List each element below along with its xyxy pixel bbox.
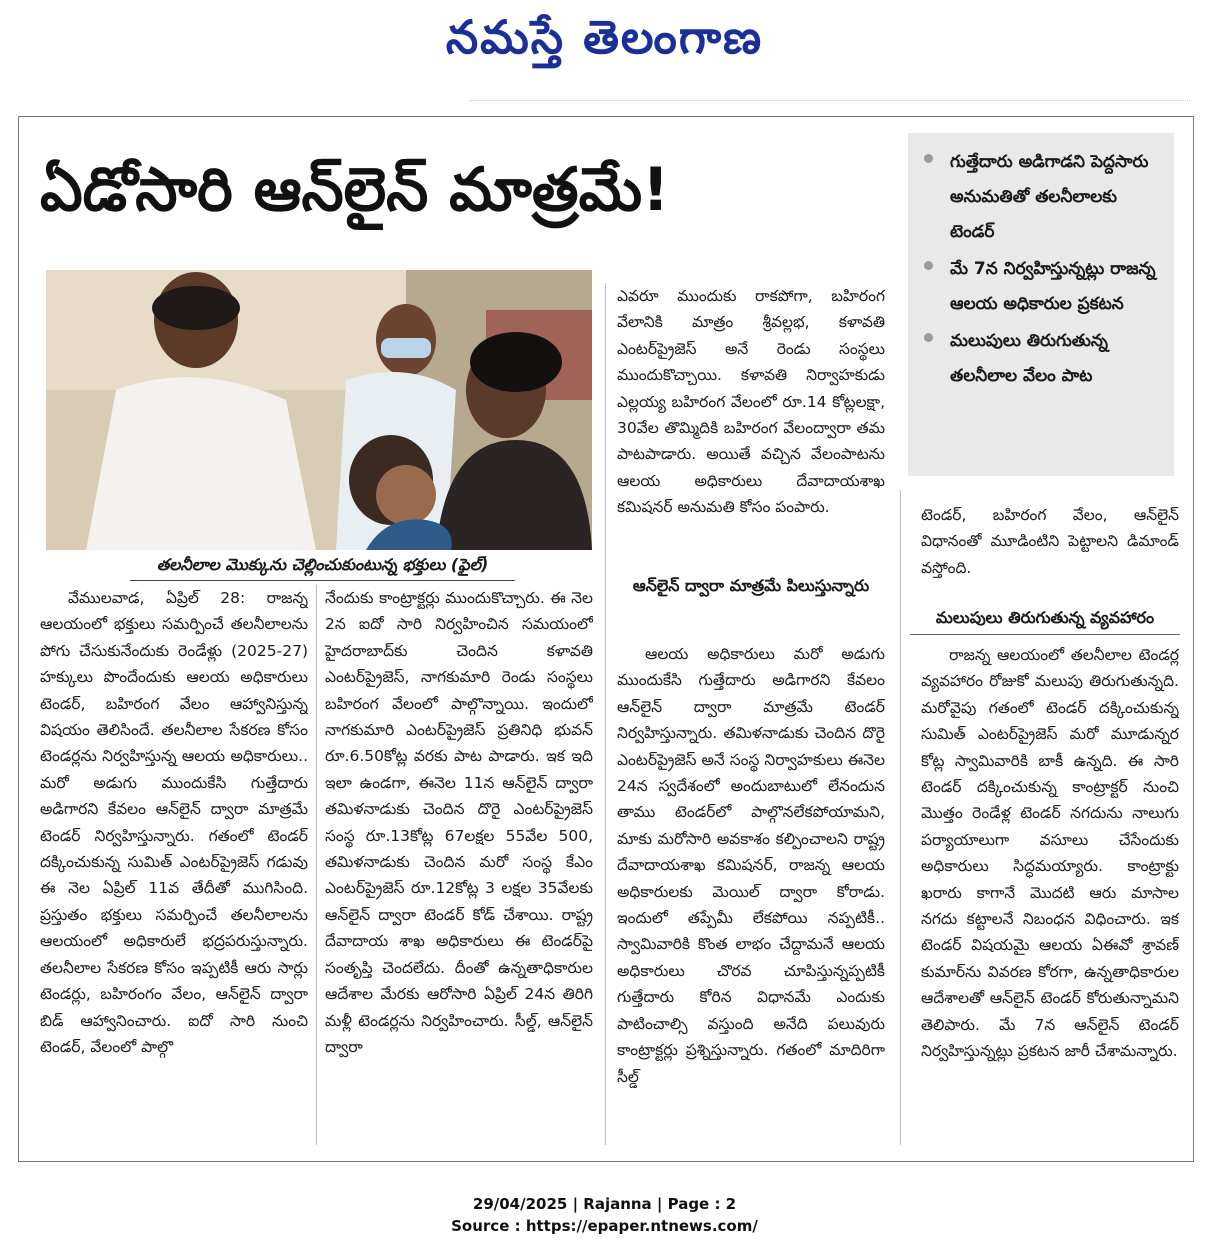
article-column-3-bottom (617, 641, 885, 1146)
highlight-item (922, 252, 1164, 322)
highlight-text: మే 7న నిర్వహిస్తున్నట్లు రాజన్న ఆలయ అధికారుల ప్రకటన (950, 259, 1156, 314)
paragraph: ఆలయ అధికారులు మరో అడుగు ముందుకేసి గుత్తేదారు అడిగారని కేవలం ఆన్‌లైన్ ద్వారా మాత్రమే టెండర్ నిర్వహిస్తున్నారు. తమిళనాడుకు చెందిన దొరై ఎంటర్‌ప్రైజెస్ అనే సంస్థ నిర్వాహకులు ఈనెల 24న స్వదేశంలో అందుబాటులో లేనందున తాము టెండర్‌లో పాల్గొనలేకపోయామని, మాకు మరోసారి అవకాశం కల్పించాలని రాష్ట్ర దేవాదాయశాఖ కమిషనర్, రాజన్న ఆలయ అధికారులకు మెయిల్ ద్వారా కోరాడు. ఇందులో తప్పేమీ లేకపోయి నప్పటికీ.. స్వామివారికి కొంత లాభం చేద్దామనే ఆలయ అధికారులు చొరవ చూపిస్తున్నప్పటికీ గుత్తేదారు కోరిన విధానమే ఎందుకు పాటించాల్సి వస్తుంది అనేది పలువురు కాంట్రాక్టర్లు ప్రశ్నిస్తున్నారు. గతంలో మాదిరిగా సీల్డ్ (617, 645, 885, 1086)
photo-illustration (46, 270, 592, 550)
highlight-text: గుత్తేదారు అడిగాడని పెద్దసారు అనుమతితో తలనీలాలకు టెండర్ (950, 152, 1149, 242)
highlight-text: మలుపులు తిరుగుతున్న తలనీలాల వేలం పాట (950, 331, 1108, 386)
article-photo (46, 270, 592, 550)
paragraph: ఎవరూ ముందుకు రాకపోగా, బహిరంగ వేలానికి మాత్రం శ్రీవల్లభ, కళావతి ఎంటర్‌ప్రైజెస్ అనే రెండు సంస్థలు ముందుకొచ్చాయి. కళావతి నిర్వాహకుడు ఎల్లయ్య బహిరంగ వేలంలో రూ.14 కోట్లలక్షా, 30వేల తొమ్మిదికి బహిరంగ వేలంద్వారా తమ పాటపాడారు. అయితే వచ్చిన వేలంపాటను ఆలయ అధికారులు దేవాదాయశాఖ కమిషనర్ అనుమతి కోసం పంపారు. (617, 287, 885, 517)
masthead-divider (470, 100, 1190, 101)
footer-source-link[interactable]: Source : https://epaper.ntnews.com/ (451, 1217, 758, 1235)
article-headline: ఏడోసారి ఆన్‌లైన్ మాత్రమే! (40, 155, 670, 225)
column-divider (316, 585, 317, 1145)
highlights-list (922, 145, 1164, 394)
subheading-twists: మలుపులు తిరుగుతున్న వ్యవహారం (910, 602, 1180, 635)
subheading-online-only: ఆన్‌లైన్ ద్వారా మాత్రమే పిలుస్తున్నారు (632, 576, 870, 595)
article-column-3-top (617, 283, 885, 555)
paragraph: రాజన్న ఆలయంలో తలనీలాల టెండర్ల వ్యవహారం రోజుకో మలుపు తిరుగుతున్నది. మరోవైపు గతంలో టెండర్ దక్కించుకున్న సుమిత్ ఎంటర్‌ప్రైజెస్ మరో మూడున్నర కోట్ల స్వామివారికి బాకీ ఉన్నది. ఈ సారి టెండర్ దక్కించుకున్న కాంట్రాక్టర్ నుంచి మొత్తం రెండేళ్ల టెండర్ నగదును నాలుగు పర్యాయాలుగా వసూలు చేసేందుకు అధికారులు సిద్ధమయ్యారు. కాంట్రాక్టు ఖరారు కాగానే మొదటి ఆరు మాసాల నగదు కట్టాలనే నిబంధన విధించారు. ఇక టెండర్ విషయమై ఆలయ ఏఈవో శ్రావణ్ కుమార్‌ను వివరణ కోరగా, ఉన్నతాధికారుల ఆదేశాలతో ఆన్‌లైన్ టెండర్ కోరుతున్నామని తెలిపారు. మే 7న ఆన్‌లైన్ టెండర్ నిర్వహిస్తున్నట్లు ప్రకటన జారీ చేశామన్నారు. (921, 646, 1179, 1061)
article-column-4-bottom (921, 642, 1179, 1147)
article-column-2 (325, 585, 593, 1145)
article-column-4-top (921, 502, 1179, 590)
paragraph: వేములవాడ, ఏప్రిల్ 28: రాజన్న ఆలయంలో భక్తులు సమర్పించే తలనీలాలను పోగు చేసుకునేందుకు రెండేళ్లు (2025-27) హక్కులు పొందేందుకు ఆలయ అధికారులు టెండర్, బహిరంగ వేలం ఆహ్వానిస్తున్న విషయం తెలిసిందే. తలనీలాల సేకరణ కోసం టెండర్లను నిర్వహిస్తున్న ఆలయ అధికారులు.. మరో అడుగు ముందుకేసి గుత్తేదారు అడిగారని కేవలం ఆన్‌లైన్ ద్వారా మాత్రమే టెండర్ నిర్వహిస్తున్నారు. గతంలో టెండర్ దక్కించుకున్న సుమిత్ ఎంటర్‌ప్రైజెస్ గడువు ఈ నెల ఏప్రిల్ 11వ తేదీతో ముగిసింది. ప్రస్తుతం భక్తులు సమర్పించే తలనీలాలను ఆలయంలో అధికారులే భద్రపరుస్తున్నారు. తలనీలాల సేకరణ కోసం ఇప్పటికీ ఆరు సార్లు టెండర్లు, బహిరంగం వేలం, ఆన్‌లైన్ ద్వారా బిడ్ ఆహ్వానించారు. ఐదో సారి నుంచి టెండర్, వేలంలో పాల్గొ (40, 589, 308, 1056)
bullet-icon (924, 333, 933, 342)
bullet-icon (924, 154, 933, 163)
highlight-item (922, 324, 1164, 394)
footer-date-edition: 29/04/2025 | Rajanna | Page : 2 (472, 1195, 737, 1213)
column-divider (900, 490, 901, 1145)
highlight-item (922, 145, 1164, 250)
bullet-icon (924, 261, 933, 270)
column-divider (605, 283, 606, 1145)
photo-caption: తలనీలాల మొక్కును చెల్లించుకుంటున్న భక్తులు (ఫైల్) (130, 552, 515, 581)
highlights-box (908, 133, 1174, 476)
masthead (0, 10, 1209, 76)
newspaper-logo: నమస్తే తెలంగాణ (445, 10, 764, 64)
paragraph: టెండర్, బహిరంగ వేలం, ఆన్‌లైన్ విధానంతో మూడింటిని పెట్టాలని డిమాండ్ వస్తోంది. (921, 506, 1179, 577)
article-column-1 (40, 585, 308, 1145)
paragraph: నేందుకు కాంట్రాక్టర్లు ముందుకొచ్చారు. ఈ నెల 2న ఐదో సారి నిర్వహించిన సమయంలో హైదరాబాద్‌కు చెందిన కళావతి ఎంటర్‌ప్రైజెస్, నాగకుమారి రెండు సంస్థలు బహిరంగ వేలంలో పాల్గొన్నాయి. ఇందులో నాగకుమారి ఎంటర్‌ప్రైజెస్ ప్రతినిధి భువన్ రూ.6.50కోట్ల వరకు పాట పాడారు. ఇక ఇది ఇలా ఉండగా, ఈనెల 11న ఆన్‌లైన్ ద్వారా తమిళనాడుకు చెందిన దొరై ఎంటర్‌ప్రైజెస్ సంస్థ రూ.13కోట్ల 67లక్షల 55వేల 500, తమిళనాడుకు చెందిన మరో సంస్థ కేఎం ఎంటర్‌ప్రైజెస్ రూ.12కోట్ల 3 లక్షల 35వేలకు ఆన్‌లైన్ ద్వారా టెండర్ కోడ్ చేశాయి. రాష్ట్ర దేవాదాయ శాఖ అధికారులు ఈ టెండర్‌పై సంతృప్తి చెందలేదు. దీంతో ఉన్నతాధికారుల ఆదేశాల మేరకు ఆరోసారి ఏప్రిల్ 24న తిరిగి మళ్లీ టెండర్లను నిర్వహించారు. సీల్డ్, ఆన్‌లైన్ ద్వారా (325, 589, 593, 1056)
